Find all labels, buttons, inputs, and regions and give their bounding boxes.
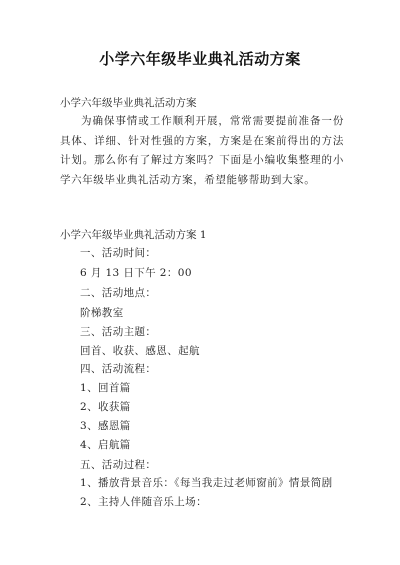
intro-title: 小学六年级毕业典礼活动方案 xyxy=(60,97,197,109)
flow-item: 2、收获篇 xyxy=(80,401,131,413)
flow-item: 4、启航篇 xyxy=(80,439,131,451)
section-activity-time: 一、活动时间： xyxy=(80,247,157,259)
process-item: 1、播放背景音乐：《每当我走过老师窗前》情景简剧 xyxy=(80,477,333,489)
intro-paragraph: 为确保事情或工作顺利开展，常常需要提前准备一份具体、详细、针对性强的方案，方案是在案前得出的方法计划。那么你有了解过方案吗？下面是小编收集整理的小学六年级毕业典礼活动方案，希望能够帮助到大家。 xyxy=(60,115,344,186)
activity-time-value: 6 月 13 日下午 2：00 xyxy=(80,267,192,279)
section-activity-process: 五、活动过程： xyxy=(80,459,157,471)
process-item: 2、主持人伴随音乐上场： xyxy=(80,496,207,508)
plan-heading: 小学六年级毕业典礼活动方案 1 xyxy=(60,229,207,241)
flow-item: 1、回首篇 xyxy=(80,382,131,394)
section-activity-theme: 三、活动主题： xyxy=(80,326,157,338)
document-title: 小学六年级毕业典礼活动方案 xyxy=(99,50,301,68)
section-activity-location: 二、活动地点： xyxy=(80,287,157,299)
activity-theme-value: 回首、收获、感恩、起航 xyxy=(80,345,200,357)
section-activity-flow: 四、活动流程： xyxy=(80,363,157,375)
flow-item: 3、感恩篇 xyxy=(80,420,131,432)
activity-location-value: 阶梯教室 xyxy=(80,307,124,319)
